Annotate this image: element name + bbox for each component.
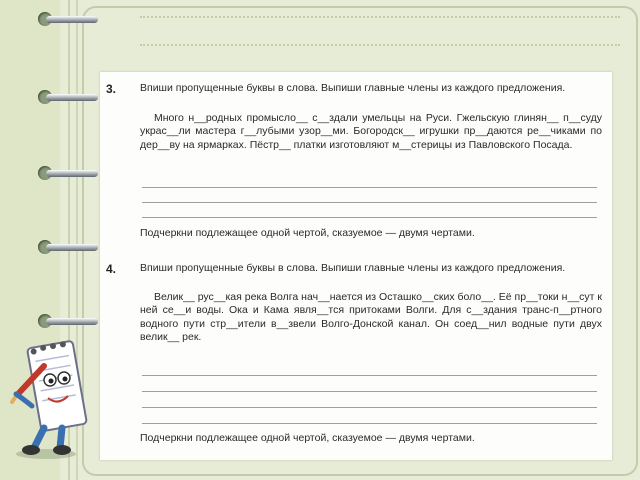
binder-ring bbox=[38, 312, 100, 330]
exercise-3-text: Много н__родных промысло__ с__здали умельцы на Руси. Гжельскую глинян__ п__суду украс__ли мастера г__лубыми узор__ми. Богородск__ игрушки пр__даются ре__чиками по дер__ву на ярмарках. Пёстр__ платки изготовляют м__стерицы из Павловского Посада. bbox=[140, 112, 602, 151]
exercise-4-task: Впиши пропущенные буквы в слова. Выпиши главные члены из каждого предложения. bbox=[140, 262, 566, 274]
exercise-3-number: 3. bbox=[106, 82, 117, 96]
exercise-4-text: Велик__ рус__кая река Волга нач__нается из Осташко__ских боло__. Её пр__токи н__сут к ней се__и воды. Ока и Кама явля__тся притоками Волги. Для с__здания транс-п__ртного водного пути стр__ители в__звели Волго-Донской канал. Он соед__нил водные пути двух велик__ рек. bbox=[140, 291, 602, 344]
dotted-rule bbox=[140, 16, 620, 18]
answer-line bbox=[142, 187, 597, 188]
exercise-4-note: Подчеркни подлежащее одной чертой, сказуемое — двумя чертами. bbox=[140, 432, 475, 444]
answer-line bbox=[142, 407, 597, 408]
answer-line bbox=[142, 217, 597, 218]
answer-line bbox=[142, 423, 597, 424]
binder-ring bbox=[38, 238, 100, 256]
answer-line bbox=[142, 375, 597, 376]
notebook-mascot-icon bbox=[4, 336, 88, 460]
answer-line bbox=[142, 391, 597, 392]
answer-line bbox=[142, 202, 597, 203]
binder-ring bbox=[38, 10, 100, 28]
dotted-rule bbox=[140, 44, 620, 46]
exercise-3-note: Подчеркни подлежащее одной чертой, сказуемое — двумя чертами. bbox=[140, 227, 475, 239]
exercise-3-task: Впиши пропущенные буквы в слова. Выпиши главные члены из каждого предложения. bbox=[140, 82, 566, 94]
binder-ring bbox=[38, 88, 100, 106]
exercise-4-number: 4. bbox=[106, 262, 117, 276]
textbook-page bbox=[100, 72, 612, 460]
binder-ring bbox=[38, 164, 100, 182]
